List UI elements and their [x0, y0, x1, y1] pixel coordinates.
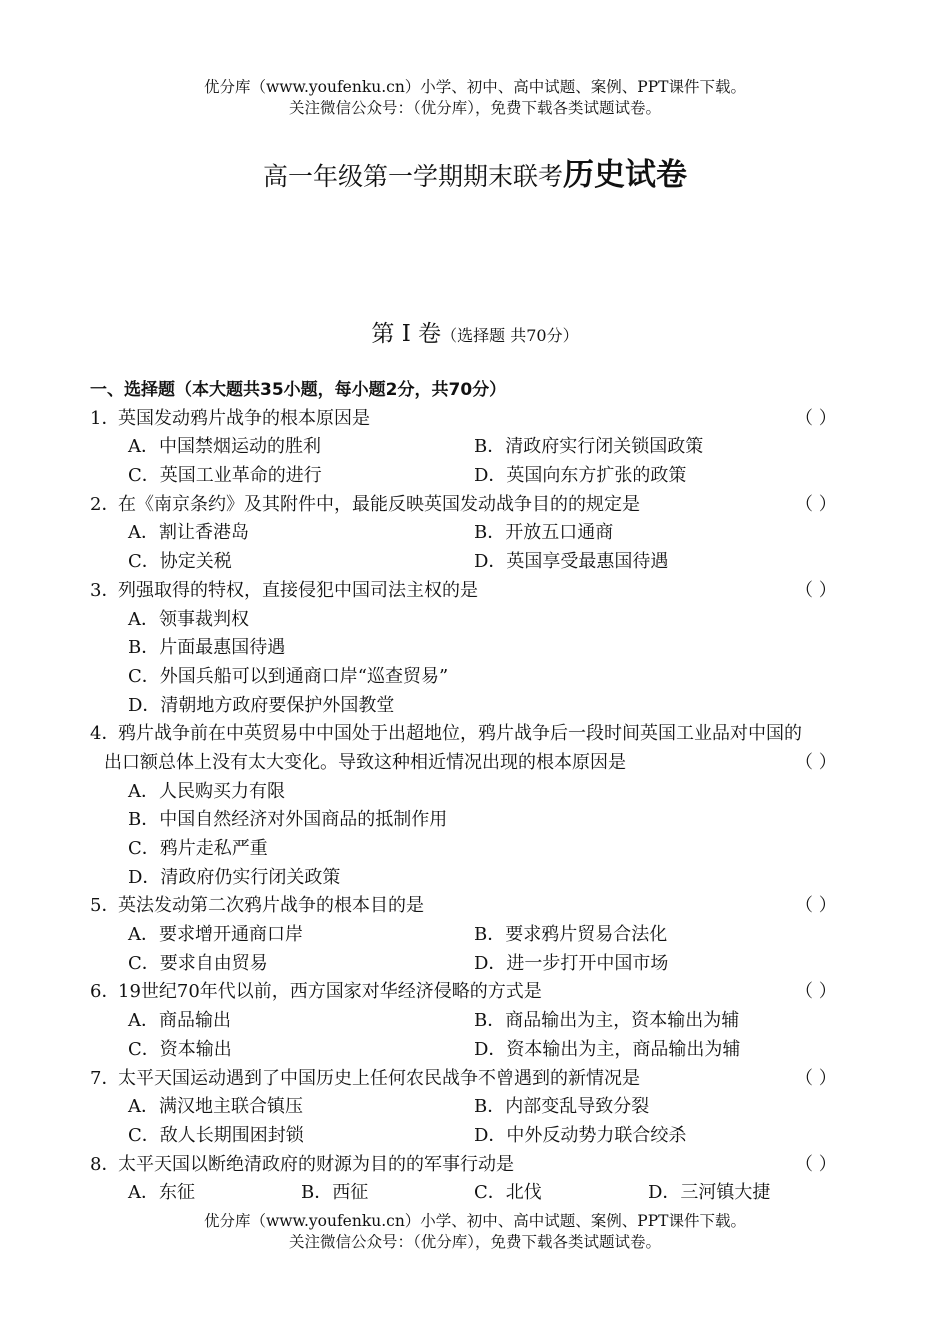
question-3	[0, 577, 950, 606]
option-row	[0, 462, 950, 491]
question-number: 4．	[90, 723, 120, 745]
question-number: 2．	[90, 493, 120, 515]
question-8	[0, 1151, 950, 1180]
option-row	[0, 692, 950, 721]
question-stem: 英法发动第二次鸦片战争的根本目的是	[118, 895, 424, 917]
option-row	[0, 634, 950, 663]
option-row	[0, 921, 950, 950]
option-row	[0, 433, 950, 462]
question-number: 6．	[90, 981, 120, 1003]
option-d: D．清朝地方政府要保护外国教堂	[128, 694, 395, 716]
option-row	[0, 519, 950, 548]
question-stem: 鸦片战争前在中英贸易中中国处于出超地位，鸦片战争后一段时间英国工业品对中国的	[118, 723, 802, 745]
option-row	[0, 1036, 950, 1065]
option-a: A．割让香港岛	[128, 522, 249, 544]
question-4-continued	[0, 749, 950, 778]
option-c: C．北伐	[474, 1182, 542, 1204]
answer-blank: （ ）	[795, 407, 837, 429]
option-d: D．英国享受最惠国待遇	[474, 551, 669, 573]
option-d: D．资本输出为主，商品输出为辅	[474, 1038, 741, 1060]
option-row	[0, 950, 950, 979]
answer-blank: （ ）	[795, 579, 837, 601]
question-list	[0, 376, 950, 1208]
volume-sub: （选择题 共70分）	[441, 326, 579, 345]
answer-blank: （ ）	[795, 1067, 837, 1089]
option-a: A．满汉地主联合镇压	[128, 1096, 303, 1118]
question-7	[0, 1065, 950, 1094]
option-b: B．要求鸦片贸易合法化	[474, 924, 668, 946]
option-a: A．人民购买力有限	[128, 780, 285, 802]
title-emphasis: 历史试卷	[563, 157, 687, 193]
option-b: B．中国自然经济对外国商品的抵制作用	[128, 809, 448, 831]
answer-blank: （ ）	[795, 493, 837, 515]
question-number: 1．	[90, 407, 120, 429]
option-row	[0, 606, 950, 635]
header-line-2: 关注微信公众号：（优分库），免费下载各类试题试卷。	[288, 99, 661, 117]
question-stem: 列强取得的特权，直接侵犯中国司法主权的是	[118, 579, 478, 601]
option-row	[0, 778, 950, 807]
option-row	[0, 835, 950, 864]
option-row	[0, 864, 950, 893]
option-b: B．开放五口通商	[474, 522, 614, 544]
question-6	[0, 978, 950, 1007]
option-row	[0, 1093, 950, 1122]
question-stem: 在《南京条约》及其附件中，最能反映英国发动战争目的的规定是	[118, 493, 640, 515]
option-a: A．东征	[128, 1182, 195, 1204]
option-c: C．资本输出	[128, 1038, 232, 1060]
footer-line-2: 关注微信公众号：（优分库），免费下载各类试题试卷。	[288, 1233, 661, 1251]
question-5	[0, 892, 950, 921]
question-stem-continued: 出口额总体上没有太大变化。导致这种相近情况出现的根本原因是	[104, 751, 626, 773]
option-a: A．中国禁烟运动的胜利	[128, 436, 321, 458]
option-c: C．外国兵船可以到通商口岸“巡查贸易”	[128, 665, 449, 687]
option-row	[0, 663, 950, 692]
option-d: D．中外反动势力联合绞杀	[474, 1124, 687, 1146]
option-d: D．英国向东方扩张的政策	[474, 465, 687, 487]
page-title	[0, 155, 950, 197]
option-row	[0, 1179, 950, 1208]
option-a: A．商品输出	[128, 1010, 231, 1032]
title-prefix: 高一年级第一学期期末联考	[262, 162, 563, 191]
question-1	[0, 405, 950, 434]
volume-main: 第 I 卷	[371, 321, 442, 347]
option-c: C．敌人长期围困封锁	[128, 1124, 304, 1146]
footer-line-1: 优分库（www.youfenku.cn）小学、初中、高中试题、案例、PPT课件下载。	[203, 1212, 747, 1230]
question-4	[0, 720, 950, 749]
question-stem: 英国发动鸦片战争的根本原因是	[118, 407, 370, 429]
answer-blank: （ ）	[795, 751, 837, 773]
option-b: B．内部变乱导致分裂	[474, 1096, 650, 1118]
option-b: B．西征	[301, 1182, 369, 1204]
question-stem: 太平天国运动遇到了中国历史上任何农民战争不曾遇到的新情况是	[118, 1067, 640, 1089]
option-b: B．商品输出为主，资本输出为辅	[474, 1010, 740, 1032]
question-number: 8．	[90, 1153, 120, 1175]
option-c: C．协定关税	[128, 551, 232, 573]
question-2	[0, 491, 950, 520]
option-b: B．清政府实行闭关锁国政策	[474, 436, 704, 458]
answer-blank: （ ）	[795, 981, 837, 1003]
option-b: B．片面最惠国待遇	[128, 637, 286, 659]
question-number: 5．	[90, 895, 120, 917]
option-row	[0, 1007, 950, 1036]
option-c: C．鸦片走私严重	[128, 838, 268, 859]
answer-blank: （ ）	[795, 1153, 837, 1175]
option-row	[0, 1122, 950, 1151]
answer-blank: （ ）	[795, 895, 837, 917]
option-c: C．要求自由贸易	[128, 952, 268, 974]
question-number: 3．	[90, 579, 120, 601]
option-d: D．清政府仍实行闭关政策	[128, 866, 341, 888]
option-a: A．要求增开通商口岸	[128, 924, 303, 946]
section-heading: 一、选择题（本大题共35小题，每小题2分，共70分）	[90, 380, 507, 400]
volume-heading	[0, 318, 950, 352]
question-stem: 太平天国以断绝清政府的财源为目的的军事行动是	[118, 1153, 514, 1175]
option-row	[0, 548, 950, 577]
option-a: A．领事裁判权	[128, 608, 249, 630]
header-line-1: 优分库（www.youfenku.cn）小学、初中、高中试题、案例、PPT课件下载。	[203, 78, 747, 96]
option-d: D．三河镇大捷	[648, 1182, 771, 1204]
question-number: 7．	[90, 1067, 120, 1089]
option-d: D．进一步打开中国市场	[474, 952, 669, 974]
question-stem: 19世纪70年代以前，西方国家对华经济侵略的方式是	[118, 981, 542, 1003]
option-c: C．英国工业革命的进行	[128, 465, 322, 487]
option-row	[0, 806, 950, 835]
